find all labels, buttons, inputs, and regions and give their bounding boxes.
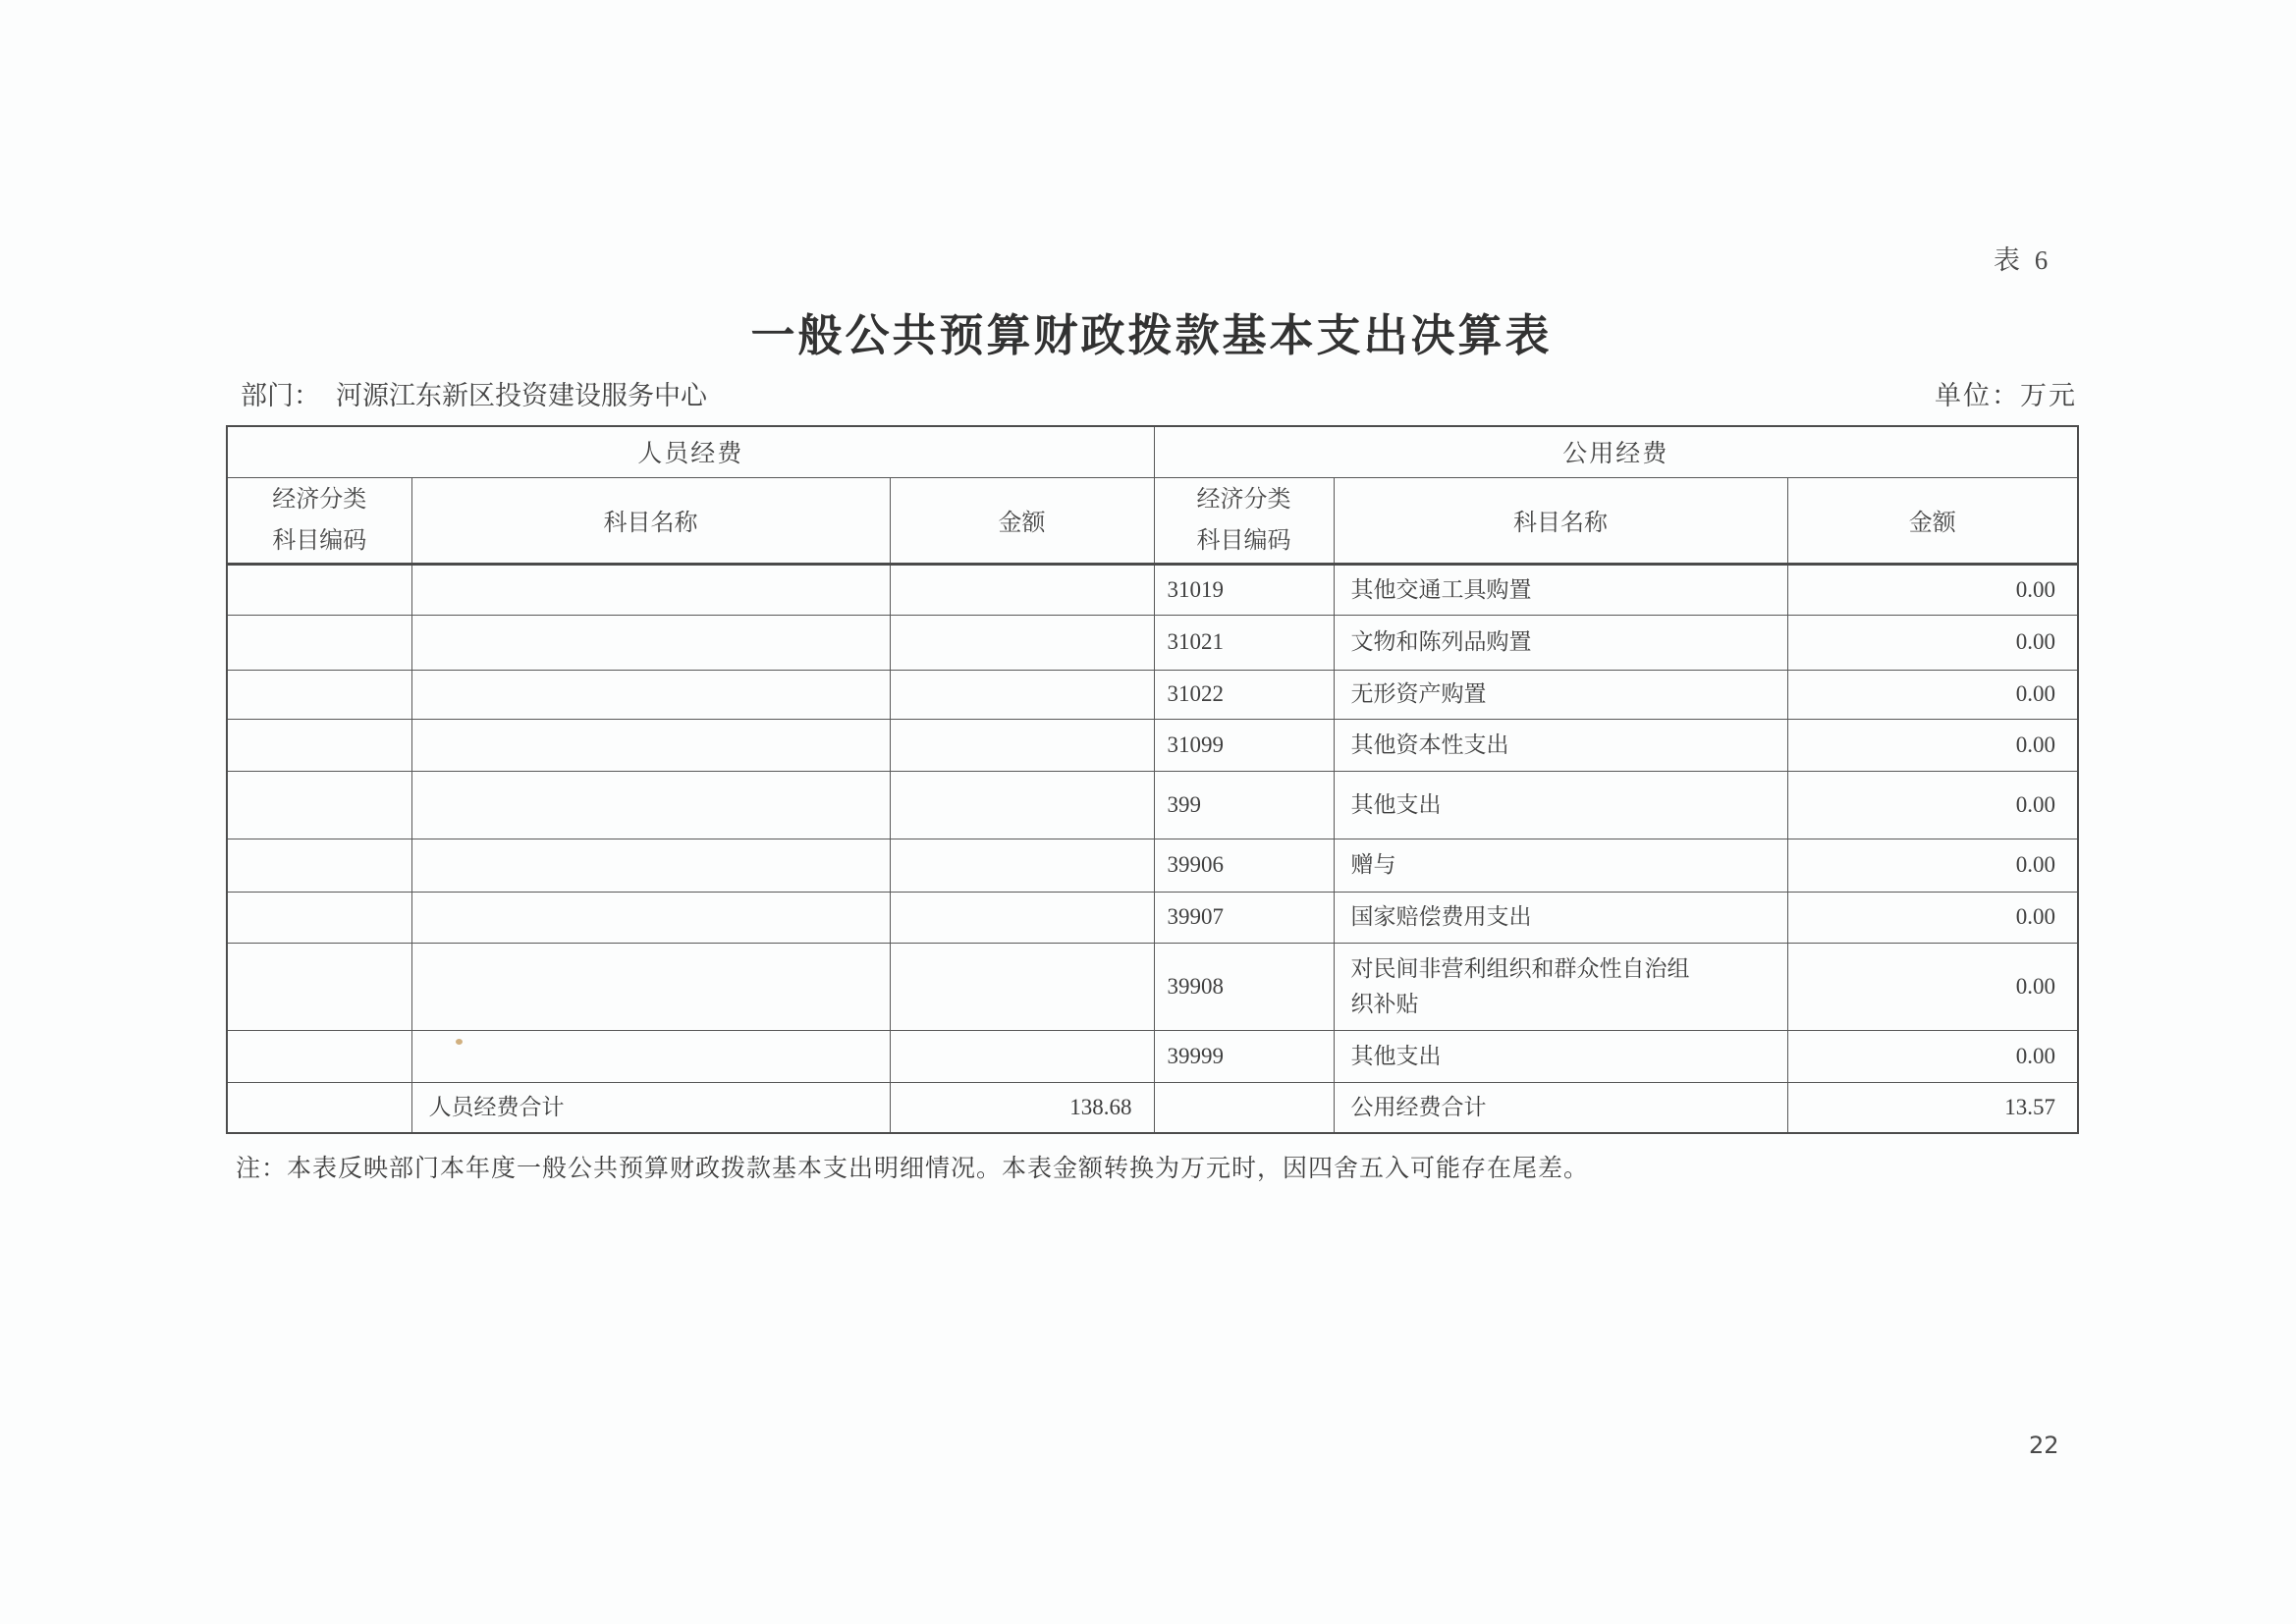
total-label-personnel: 人员经费合计 — [411, 1082, 890, 1133]
cell-name-left — [411, 564, 890, 615]
cell-amount-right: 0.00 — [1787, 1030, 2078, 1082]
col-header-code-line1: 经济分类 — [1196, 486, 1291, 513]
cell-code-left — [227, 1030, 411, 1082]
table-row — [227, 1030, 2078, 1082]
cell-code-right: 31022 — [1154, 670, 1334, 719]
cell-code-right: 31019 — [1154, 564, 1334, 615]
cell-code-left — [227, 1082, 411, 1133]
col-header-code-line2: 科目编码 — [272, 527, 367, 554]
cell-amount-left — [890, 943, 1154, 1030]
department-value: 河源江东新区投资建设服务中心 — [336, 381, 707, 410]
table-row — [227, 771, 2078, 839]
cell-name-text: 对民间非营利组织和群众性自治组织补贴 — [1350, 955, 1690, 1016]
cell-code-left — [227, 771, 411, 839]
col-header-code-line2: 科目编码 — [1196, 527, 1291, 554]
unit-label: 单位：万元 — [1935, 381, 2077, 410]
cell-code-left — [227, 564, 411, 615]
group-header-personnel: 人员经费 — [227, 426, 1154, 477]
cell-name-right: 其他支出 — [1334, 771, 1787, 839]
table-row — [227, 670, 2078, 719]
budget-table — [226, 425, 2079, 1134]
table-row — [227, 892, 2078, 943]
group-header-row — [227, 426, 2078, 477]
cell-name-right: 赠与 — [1334, 839, 1787, 892]
col-header-amount-left: 金额 — [890, 477, 1154, 564]
cell-amount-right: 0.00 — [1787, 839, 2078, 892]
cell-amount-left — [890, 719, 1154, 771]
cell-amount-left — [890, 670, 1154, 719]
col-header-amount-right: 金额 — [1787, 477, 2078, 564]
cell-amount-left — [890, 892, 1154, 943]
total-label-public: 公用经费合计 — [1334, 1082, 1787, 1133]
table-row — [227, 615, 2078, 670]
cell-code-right: 31021 — [1154, 615, 1334, 670]
total-row — [227, 1082, 2078, 1133]
cell-name-right: 无形资产购置 — [1334, 670, 1787, 719]
cell-code-right: 31099 — [1154, 719, 1334, 771]
cell-amount-right: 0.00 — [1787, 771, 2078, 839]
cell-code-right: 39908 — [1154, 943, 1334, 1030]
group-header-public: 公用经费 — [1154, 426, 2078, 477]
cell-code-left — [227, 670, 411, 719]
cell-amount-right: 0.00 — [1787, 615, 2078, 670]
col-header-code-right — [1154, 477, 1334, 564]
cell-amount-right: 0.00 — [1787, 892, 2078, 943]
total-amount-personnel: 138.68 — [890, 1082, 1154, 1133]
cell-code-right: 39906 — [1154, 839, 1334, 892]
cell-amount-left — [890, 771, 1154, 839]
cell-amount-left — [890, 1030, 1154, 1082]
cell-code-left — [227, 943, 411, 1030]
col-header-name-left: 科目名称 — [411, 477, 890, 564]
cell-amount-right: 0.00 — [1787, 564, 2078, 615]
cell-name-right: 其他支出 — [1334, 1030, 1787, 1082]
footnote: 注：本表反映部门本年度一般公共预算财政拨款基本支出明细情况。本表金额转换为万元时，因四舍五入可能存在尾差。 — [236, 1156, 1590, 1182]
col-header-code-line1: 经济分类 — [272, 486, 367, 513]
cell-name-right: 国家赔偿费用支出 — [1334, 892, 1787, 943]
cell-name-left — [411, 892, 890, 943]
cell-name-right — [1334, 943, 1787, 1030]
cell-code-right: 39907 — [1154, 892, 1334, 943]
cell-name-left — [411, 670, 890, 719]
cell-code-right: 39999 — [1154, 1030, 1334, 1082]
cell-amount-right: 0.00 — [1787, 670, 2078, 719]
cell-amount-left — [890, 839, 1154, 892]
cell-amount-right: 0.00 — [1787, 719, 2078, 771]
page-number: 22 — [2029, 1432, 2059, 1459]
col-header-code-left — [227, 477, 411, 564]
table-number-label: 表 6 — [1994, 245, 2052, 275]
meta-row — [226, 374, 2077, 412]
cell-name-left — [411, 771, 890, 839]
page-title: 一般公共预算财政拨款基本支出决算表 — [750, 310, 1553, 360]
cell-name-left — [411, 943, 890, 1030]
table-row — [227, 839, 2078, 892]
department-label: 部门： — [241, 381, 320, 410]
table-row — [227, 719, 2078, 771]
cell-name-left — [411, 839, 890, 892]
cell-name-left — [411, 1030, 890, 1082]
cell-code-left — [227, 719, 411, 771]
col-header-name-right: 科目名称 — [1334, 477, 1787, 564]
cell-name-right: 其他资本性支出 — [1334, 719, 1787, 771]
cell-code-right — [1154, 1082, 1334, 1133]
cell-name-left — [411, 719, 890, 771]
table-row — [227, 564, 2078, 615]
cell-name-right: 其他交通工具购置 — [1334, 564, 1787, 615]
cell-code-left — [227, 839, 411, 892]
cell-name-left — [411, 615, 890, 670]
total-amount-public: 13.57 — [1787, 1082, 2078, 1133]
cell-name-right: 文物和陈列品购置 — [1334, 615, 1787, 670]
cell-code-right: 399 — [1154, 771, 1334, 839]
scan-artifact-dot — [456, 1039, 463, 1045]
cell-amount-right: 0.00 — [1787, 943, 2078, 1030]
cell-code-left — [227, 615, 411, 670]
cell-code-left — [227, 892, 411, 943]
cell-amount-left — [890, 615, 1154, 670]
cell-amount-left — [890, 564, 1154, 615]
column-header-row — [227, 477, 2078, 564]
table-row — [227, 943, 2078, 1030]
department-line — [226, 374, 707, 412]
